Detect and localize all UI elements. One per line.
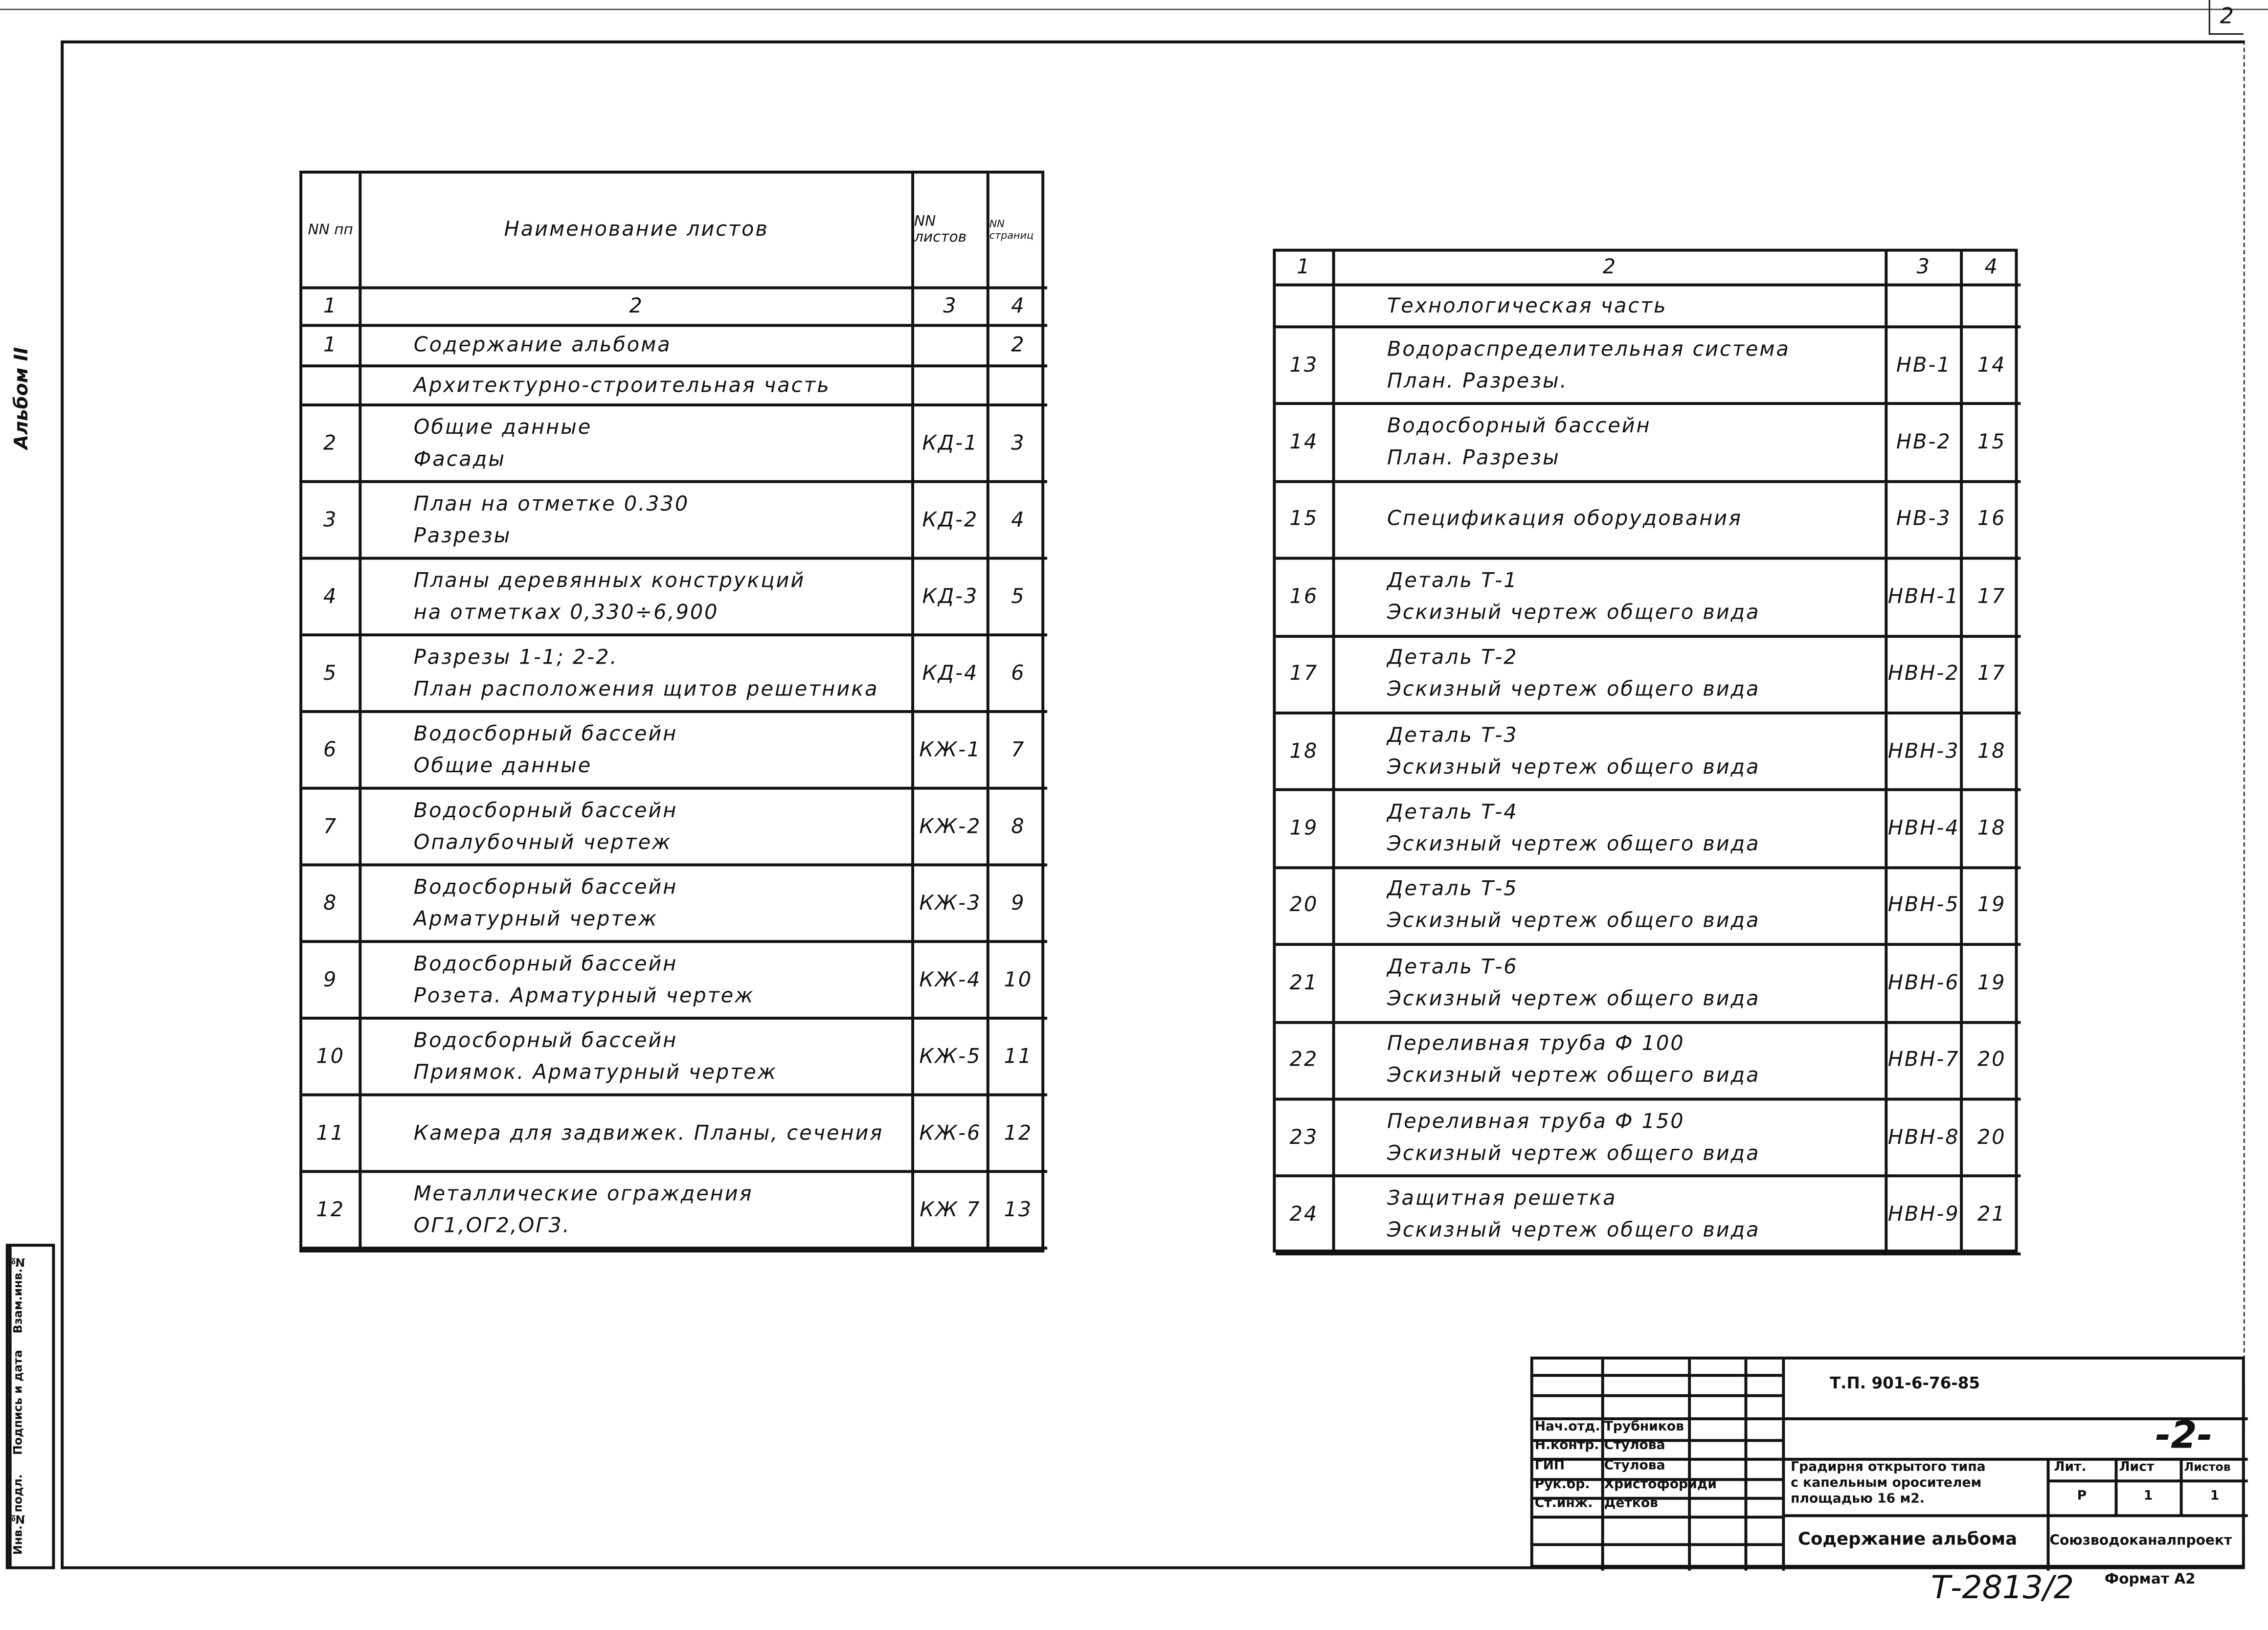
cell-line: Эскизный чертеж общего вида [1387, 833, 1760, 856]
cell-line: Деталь Т-6 [1387, 956, 1518, 979]
sheet-code [914, 367, 989, 406]
cell-line: Эскизный чертеж общего вида [1387, 1142, 1760, 1165]
sheet-code [1887, 287, 1963, 329]
title-block-rule [1745, 1360, 1747, 1571]
album-label: Альбом II [11, 347, 34, 449]
sheet-name [1335, 405, 1888, 483]
row-number: 22 [1276, 1024, 1335, 1101]
sheet-code: НВН-3 [1887, 715, 1963, 792]
sheet-code: КЖ-6 [914, 1096, 989, 1173]
page-number: 5 [989, 559, 1047, 636]
header-name: Наименование листов [361, 174, 914, 290]
cell-line: Архитектурно-строительная часть [413, 374, 831, 397]
cell-line: Планы деревянных конструкций [413, 569, 806, 593]
sheet-name [361, 406, 914, 483]
cell-line: Приямок. Арматурный чертеж [413, 1061, 777, 1084]
cell-line: Опалубочный чертеж [413, 830, 672, 854]
title-block [1530, 1357, 2245, 1568]
page-number: 19 [1963, 869, 2021, 946]
sheet-name [1335, 328, 1888, 405]
sheet-code: НВН-4 [1887, 792, 1963, 869]
sheet-code: КД-2 [914, 483, 989, 560]
cell-line: План. Разрезы [1387, 447, 1560, 470]
page-number: 17 [1963, 637, 2021, 715]
row-number: 17 [1276, 637, 1335, 715]
cell-line: Водосборный бассейн [413, 952, 678, 976]
page-number: 4 [989, 483, 1047, 560]
cell-line: Водосборный бассейн [413, 799, 678, 823]
sheet-name [1335, 792, 1888, 869]
column-number: 1 [1276, 252, 1335, 287]
title-block-rule [1601, 1360, 1603, 1571]
page-number: 15 [1963, 405, 2021, 483]
cell-line: Технологическая часть [1387, 294, 1667, 318]
cell-line: Разрезы [413, 524, 512, 548]
title-block-rule [1533, 1374, 1782, 1376]
row-number: 7 [302, 790, 361, 867]
sheet-code: КЖ-3 [914, 866, 989, 943]
sheet-name [1335, 1024, 1888, 1101]
sheet-name [1335, 1178, 1888, 1255]
row-number: 24 [1276, 1178, 1335, 1255]
sheet-name [1335, 869, 1888, 946]
page-number [1963, 287, 2021, 329]
cell-line: Камера для задвижек. Планы, сечения [413, 1121, 884, 1145]
page-number: 19 [1963, 946, 2021, 1024]
cell-line: Водосборный бассейн [413, 722, 678, 746]
top-edge-line [0, 9, 2268, 10]
cell-line: Арматурный чертеж [413, 907, 658, 931]
title-block-rule [1688, 1360, 1690, 1571]
big-sheet-number: -2- [2155, 1414, 2213, 1458]
lit-label: Лит. [2054, 1460, 2087, 1475]
sheet-code: НВН-9 [1887, 1178, 1963, 1255]
sheet-code: НВН-6 [1887, 946, 1963, 1024]
page-number: 17 [1963, 560, 2021, 637]
page-number: 3 [989, 406, 1047, 483]
staff-role: Ст.инж. [1534, 1497, 1593, 1512]
sheet-name [361, 559, 914, 636]
page-number: 20 [1963, 1101, 2021, 1178]
row-number: 16 [1276, 560, 1335, 637]
cell-line: Фасады [413, 447, 506, 471]
page-number: 18 [1963, 715, 2021, 792]
cell-line: План. Разрезы. [1387, 370, 1568, 393]
row-number: 20 [1276, 869, 1335, 946]
cell-line: Эскизный чертеж общего вида [1387, 910, 1760, 934]
cell-line: Деталь Т-5 [1387, 878, 1518, 902]
page-number: 18 [1963, 792, 2021, 869]
sheet-code: КЖ 7 [914, 1173, 989, 1250]
row-number [1276, 287, 1335, 329]
row-number: 1 [302, 327, 361, 367]
project-code: Т.П. 901-6-76-85 [1829, 1374, 1980, 1393]
sheet-code: НВН-5 [1887, 869, 1963, 946]
cell-line: План расположения щитов решетника [413, 677, 879, 701]
title-block-rule [1533, 1394, 1782, 1396]
sheet-name [361, 790, 914, 867]
sheet-name [361, 327, 914, 367]
column-number: 2 [1335, 252, 1888, 287]
sheet-code [914, 327, 989, 367]
staff-name: Трубников [1604, 1420, 1684, 1435]
row-number: 10 [302, 1020, 361, 1096]
cell-line: Эскизный чертеж общего вида [1387, 1219, 1760, 1243]
sheet-name [361, 713, 914, 790]
cell-line: Эскизный чертеж общего вида [1387, 678, 1760, 702]
row-number: 2 [302, 406, 361, 483]
cell-line: Защитная решетка [1387, 1187, 1617, 1211]
sheet-code: КД-3 [914, 559, 989, 636]
sheets-value: 1 [2210, 1490, 2220, 1504]
sheet-code: НВН-1 [1887, 560, 1963, 637]
sheet-name [1335, 483, 1888, 560]
page-number: 16 [1963, 483, 2021, 560]
row-number: 13 [1276, 328, 1335, 405]
sheet-code: КЖ-2 [914, 790, 989, 867]
page-number: 20 [1963, 1024, 2021, 1101]
page-number: 11 [989, 1020, 1047, 1096]
staff-name: Стулова [1604, 1458, 1665, 1474]
header-sheets: NN листов [914, 174, 989, 290]
row-number: 15 [1276, 483, 1335, 560]
organization-name: Союзводоканалпроект [2049, 1533, 2232, 1549]
sheet-name [361, 1096, 914, 1173]
cell-line: на отметках 0,330÷6,900 [413, 601, 719, 625]
title-block-rule [2115, 1458, 2117, 1516]
object-title-line: Градирня открытого типа [1791, 1460, 1986, 1475]
row-number: 5 [302, 636, 361, 713]
column-number: 3 [914, 289, 989, 327]
header-pages: NN страниц [989, 174, 1047, 290]
cell-line: Переливная труба Ф 150 [1387, 1110, 1685, 1134]
document-title: Содержание альбома [1797, 1528, 2018, 1549]
row-number: 4 [302, 559, 361, 636]
contents-table-right [1273, 249, 2018, 1252]
object-title-line: с капельным оросителем [1791, 1476, 1982, 1491]
sheet-value: 1 [2143, 1490, 2153, 1504]
sheet-code: НВ-3 [1887, 483, 1963, 560]
page-number: 13 [989, 1173, 1047, 1250]
side-stamp [6, 1244, 55, 1569]
row-number: 19 [1276, 792, 1335, 869]
row-number [302, 367, 361, 406]
page-number: 6 [989, 636, 1047, 713]
page-number [989, 367, 1047, 406]
sheet-code: КЖ-4 [914, 943, 989, 1020]
sheet-name [1335, 1101, 1888, 1178]
page-number: 10 [989, 943, 1047, 1020]
column-number: 4 [989, 289, 1047, 327]
sheets-label: Листов [2184, 1460, 2231, 1474]
cell-line: План на отметке 0.330 [413, 492, 690, 516]
page-number: 12 [989, 1096, 1047, 1173]
column-number: 4 [1963, 252, 2021, 287]
cell-line: Водосборный бассейн [413, 1029, 678, 1052]
cell-line: Спецификация оборудования [1387, 508, 1742, 532]
sheet-name [361, 367, 914, 406]
cell-line: Эскизный чертеж общего вида [1387, 987, 1760, 1011]
archive-number: Т-2813/2 [1931, 1570, 2074, 1607]
page-number: 9 [989, 866, 1047, 943]
staff-name: Детков [1604, 1497, 1659, 1512]
row-number: 11 [302, 1096, 361, 1173]
cell-line: Общие данные [413, 754, 592, 778]
sheet-name [1335, 287, 1888, 329]
cell-line: Эскизный чертеж общего вида [1387, 1065, 1760, 1088]
cell-line: Деталь Т-4 [1387, 801, 1518, 825]
staff-role: Рук.бр. [1534, 1478, 1590, 1493]
sheet-code: КЖ-5 [914, 1020, 989, 1096]
cell-line: Водосборный бассейн [1387, 415, 1651, 439]
cell-line: Деталь Т-3 [1387, 724, 1518, 747]
sheet-code: КД-4 [914, 636, 989, 713]
row-number: 9 [302, 943, 361, 1020]
sheet-code: КЖ-1 [914, 713, 989, 790]
row-number: 23 [1276, 1101, 1335, 1178]
contents-table-left [299, 171, 1044, 1252]
row-number: 6 [302, 713, 361, 790]
sheet-name [1335, 715, 1888, 792]
cell-line: Общие данные [413, 416, 592, 439]
sheet-code: КД-1 [914, 406, 989, 483]
cell-line: Розета. Арматурный чертеж [413, 984, 755, 1007]
sheet-code: НВ-1 [1887, 328, 1963, 405]
sheet-name [1335, 946, 1888, 1024]
lit-value: Р [2077, 1490, 2087, 1504]
title-block-rule [1782, 1514, 2247, 1517]
title-block-rule [1533, 1417, 1782, 1419]
staff-role: Нач.отд. [1534, 1420, 1600, 1435]
row-number: 3 [302, 483, 361, 560]
sheet-name [1335, 637, 1888, 715]
staff-name: Христофориди [1604, 1478, 1717, 1493]
sheet-label: Лист [2119, 1460, 2155, 1475]
cell-line: Разрезы 1-1; 2-2. [413, 646, 618, 669]
cell-line: Металлические ограждения ОГ1,ОГ2,ОГ3. [413, 1182, 753, 1237]
sheet-code: НВ-2 [1887, 405, 1963, 483]
cell-line: Деталь Т-2 [1387, 647, 1518, 670]
cell-line: Водосборный бассейн [413, 875, 678, 899]
title-block-rule [1533, 1516, 1782, 1518]
page-number: 7 [989, 713, 1047, 790]
staff-role: Н.контр. [1534, 1439, 1599, 1454]
cell-line: Эскизный чертеж общего вида [1387, 756, 1760, 780]
sheet-code: НВН-2 [1887, 637, 1963, 715]
column-number: 3 [1887, 252, 1963, 287]
stamp-replaced-inv: Взам.инв.№ [9, 1247, 32, 1342]
row-number: 18 [1276, 715, 1335, 792]
sheet-code: НВН-8 [1887, 1101, 1963, 1178]
page-number: 2 [989, 327, 1047, 367]
sheet-name [1335, 560, 1888, 637]
staff-role: ГИП [1534, 1458, 1565, 1474]
sheet-code: НВН-7 [1887, 1024, 1963, 1101]
column-number: 2 [361, 289, 914, 327]
row-number: 14 [1276, 405, 1335, 483]
stamp-inv-number: Инв.№подл. [9, 1464, 32, 1566]
title-block-rule [2047, 1458, 2049, 1571]
format-label: Формат А2 [2104, 1572, 2196, 1588]
sheet-name [361, 483, 914, 560]
cell-line: Содержание альбома [413, 334, 672, 357]
page-number: 8 [989, 790, 1047, 867]
sheet-name [361, 636, 914, 713]
cell-line: Переливная труба Ф 100 [1387, 1033, 1685, 1056]
object-title-line: площадью 16 м2. [1791, 1492, 1925, 1507]
page-number: 21 [1963, 1178, 2021, 1255]
title-block-rule [1782, 1360, 1784, 1571]
corner-sheet-number: 2 [2209, 0, 2244, 35]
stamp-signature-date: Подпись и дата [9, 1342, 32, 1463]
title-block-rule [2180, 1458, 2182, 1516]
page-number: 14 [1963, 328, 2021, 405]
cell-line: Эскизный чертеж общего вида [1387, 601, 1760, 625]
title-block-rule [2047, 1479, 2248, 1481]
sheet-name [361, 1020, 914, 1096]
sheet-name [361, 866, 914, 943]
staff-name: Стулова [1604, 1439, 1665, 1454]
title-block-rule [1533, 1543, 1782, 1545]
header-nn: NN пп [302, 174, 361, 290]
cell-line: Водораспределительная система [1387, 338, 1790, 361]
row-number: 12 [302, 1173, 361, 1250]
cell-line: Деталь Т-1 [1387, 569, 1518, 593]
column-number: 1 [302, 289, 361, 327]
sheet-name [361, 943, 914, 1020]
row-number: 8 [302, 866, 361, 943]
sheet-name [361, 1173, 914, 1250]
row-number: 21 [1276, 946, 1335, 1024]
